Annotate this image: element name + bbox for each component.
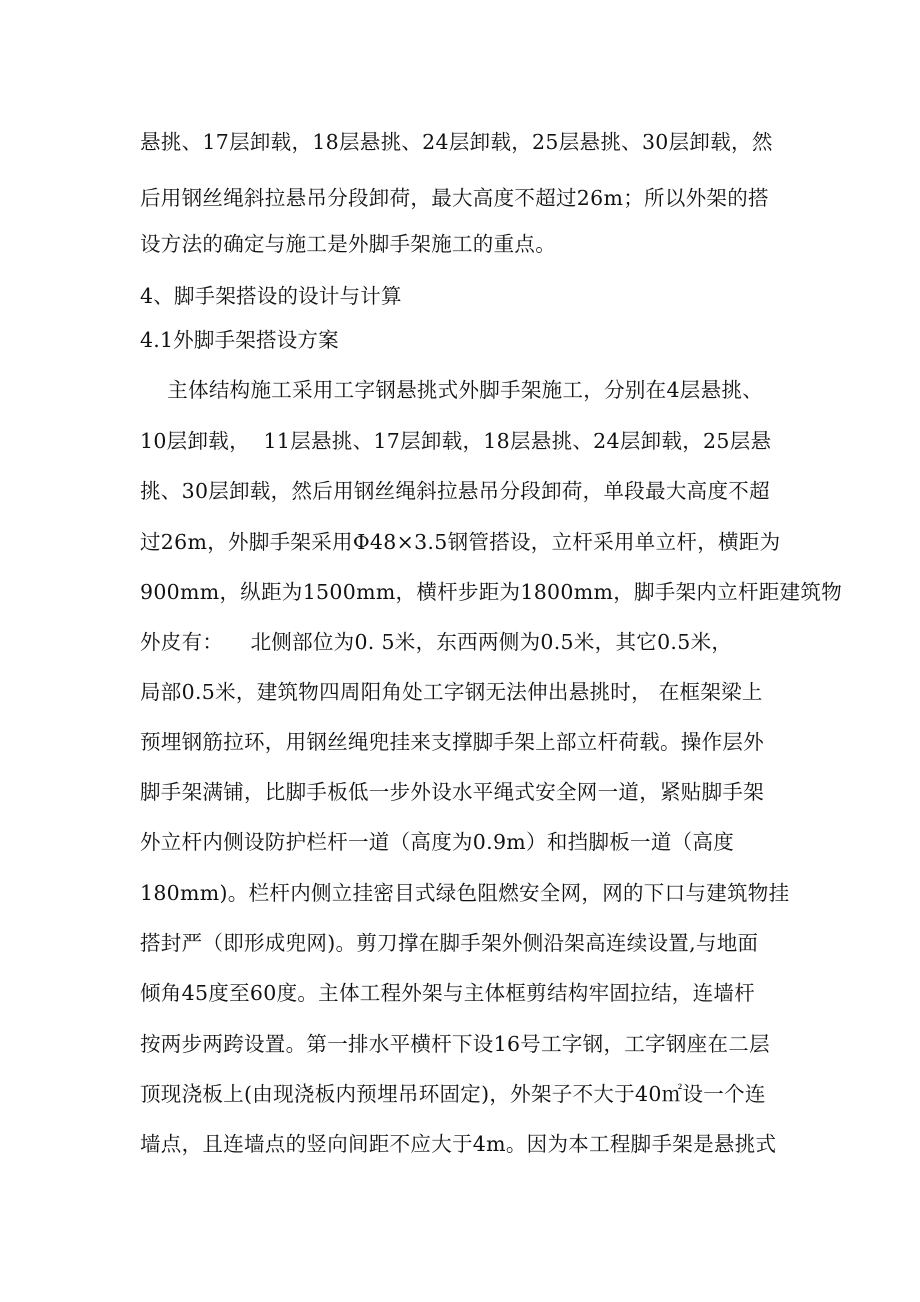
body-line-3: 挑、30层卸载，然后用钢丝绳斜拉悬吊分段卸荷，单段最大高度不超 (140, 479, 770, 503)
body-line-10: 外立杆内侧设防护栏杆一道（高度为0.9m）和挡脚板一道（高度 (140, 830, 735, 854)
body-line-8: 预埋钢筋拉环，用钢丝绳兜挂来支撑脚手架上部立杆荷载。操作层外 (140, 730, 764, 754)
body-line-4: 过26m，外脚手架采用Φ48×3.5钢管搭设，立杆采用单立杆，横距为 (140, 530, 781, 554)
body-line-5: 900mm，纵距为1500mm，横杆步距为1800mm，脚手架内立杆距建筑物 (140, 580, 843, 604)
body-line-15: 顶现浇板上(由现浇板内预埋吊环固定)，外架子不大于40㎡设一个连 (140, 1082, 766, 1106)
body-line-12: 搭封严（即形成兜网)。剪刀撑在脚手架外侧沿架高连续设置,与地面 (140, 931, 759, 955)
body-line-6: 外皮有： 北侧部位为0. 5米，东西两侧为0.5米，其它0.5米， (140, 630, 733, 654)
body-line-13: 倾角45度至60度。主体工程外架与主体框剪结构牢固拉结，连墙杆 (140, 981, 755, 1005)
body-line-2: 10层卸载， 11层悬挑、17层卸载，18层悬挑、24层卸载，25层悬 (140, 429, 772, 453)
paragraph-line-2: 后用钢丝绳斜拉悬吊分段卸荷，最大高度不超过26m；所以外架的搭 (140, 186, 769, 210)
body-line-7: 局部0.5米，建筑物四周阳角处工字钢无法伸出悬挑时， 在框架梁上 (140, 680, 763, 704)
body-line-16: 墙点，且连墙点的竖向间距不应大于4m。因为本工程脚手架是悬挑式 (140, 1132, 777, 1156)
paragraph-line-3: 设方法的确定与施工是外脚手架施工的重点。 (140, 232, 556, 256)
body-line-11: 180mm)。栏杆内侧立挂密目式绿色阻燃安全网，网的下口与建筑物挂 (140, 881, 790, 905)
body-line-1: 主体结构施工采用工字钢悬挑式外脚手架施工，分别在4层悬挑、 (140, 378, 764, 402)
body-line-9: 脚手架满铺，比脚手板低一步外设水平绳式安全网一道，紧贴脚手架 (140, 780, 764, 804)
subsection-heading: 4.1外脚手架搭设方案 (140, 328, 339, 352)
body-line-14: 按两步两跨设置。第一排水平横杆下设16号工字钢，工字钢座在二层 (140, 1032, 770, 1056)
section-heading: 4、脚手架搭设的设计与计算 (140, 284, 402, 308)
paragraph-line-1: 悬挑、17层卸载，18层悬挑、24层卸载，25层悬挑、30层卸载，然 (140, 130, 773, 154)
